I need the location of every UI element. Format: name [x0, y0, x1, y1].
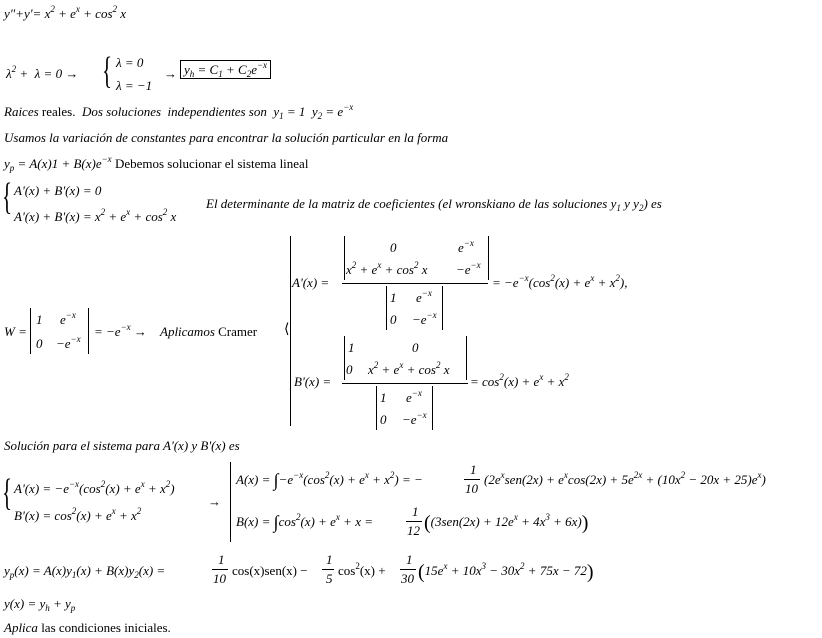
- A-num-12: $e^{-x}$: [458, 238, 474, 255]
- A-den-22: $-e^{-x}$: [412, 310, 437, 327]
- A-prime-solution: $A'(x) = -e^{-x}(\cos^2(x) + e^x + x^2)$: [14, 479, 175, 496]
- B-frac-den: 12: [407, 523, 420, 538]
- yp-frac1-den: 10: [213, 571, 226, 586]
- particular-form: $y_p = A(x)1 + B(x)e^{-x}$ Debemos solucionar el sistema lineal: [4, 154, 309, 173]
- w-m22: $-e^{-x}$: [56, 334, 81, 351]
- system-eq-2: $A'(x) + B'(x) = x^2 + e^x + \cos^2 x$: [14, 207, 177, 224]
- A-frac-den: 10: [465, 481, 478, 496]
- B-den-bar-right: [432, 386, 433, 430]
- initial-conditions-text: Aplica las condiciones iniciales.: [4, 620, 171, 635]
- B-prime-result: = $\cos^2(x) + e^x + x^2$: [470, 372, 569, 389]
- arrow-1: →: [164, 66, 177, 81]
- cramer-brace: [290, 236, 291, 426]
- debemos-text: Debemos solucionar el sistema lineal: [114, 156, 309, 171]
- root-1: λ = 0: [116, 55, 144, 70]
- A-den-bar-left: [386, 286, 387, 330]
- A-den-11: 1: [390, 290, 397, 305]
- B-prime-solution: $B'(x) = \cos^2(x) + e^x + x^2$: [14, 506, 142, 523]
- B-prime-label: B'(x) =: [294, 374, 332, 389]
- A-num-11: 0: [390, 240, 397, 255]
- B-num-bar-right: [466, 336, 467, 380]
- yp-mid1: cos(x)sen(x) −: [232, 563, 308, 578]
- w-m12: $e^{-x}$: [60, 310, 76, 327]
- w-bar-right: [88, 308, 89, 354]
- ode-equation: y"+y'= $x^2 + e^x + \cos^2 x$: [4, 4, 127, 21]
- homogeneous-solution-box: $y_h = C_1 + C_2e^{-x}$: [180, 62, 271, 78]
- yp-frac1-bar: [212, 569, 228, 570]
- arrow-2: →: [208, 494, 221, 509]
- A-frac-bar: [464, 479, 480, 480]
- B-num-11: 1: [348, 340, 355, 355]
- root-2: λ = −1: [116, 78, 153, 93]
- yp-mid2: $\cos^2(x)$ +: [338, 561, 386, 578]
- A-integral: $A(x) = \int-e^{-x}(\cos^2(x) + e^x + x^2)$ = −: [236, 470, 423, 490]
- A-prime-result: = $-e^{-x}(\cos^2(x) + e^x + x^2)$,: [492, 273, 628, 290]
- yp-end: $(15e^x + 10x^3 - 30x^2 + 75x - 72)$: [418, 561, 594, 583]
- A-num-21: $x^2 + e^x + \cos^2 x$: [346, 260, 428, 277]
- A-num-22: $-e^{-x}$: [456, 260, 481, 277]
- B-num-21: 0: [346, 362, 353, 377]
- A-num-bar-left: [344, 236, 345, 280]
- B-frac-num: 1: [412, 504, 419, 519]
- system-brace: {: [2, 176, 13, 218]
- w-m11: 1: [36, 312, 43, 327]
- solution-brace: {: [2, 472, 13, 514]
- A-den-bar-right: [442, 286, 443, 330]
- determinant-text: El determinante de la matriz de coeficientes (el wronskiano de las soluciones $y_1$ y $y_2$) es: [206, 196, 662, 213]
- w-m21: 0: [36, 336, 43, 351]
- yp-frac3-bar: [400, 569, 416, 570]
- B-integral-result: $((3sen(2x) + 12e^x + 4x^3 + 6x))$: [424, 512, 589, 534]
- A-prime-label: A'(x) =: [292, 275, 330, 290]
- B-num-bar-left: [344, 336, 345, 380]
- wronskian-label: W =: [4, 324, 27, 339]
- general-solution: $y(x) = y_h + y_p$: [4, 596, 76, 613]
- variation-text: Usamos la variación de constantes para encontrar la solución particular en la forma: [4, 130, 449, 145]
- B-num-22: $x^2 + e^x + \cos^2 x$: [368, 360, 450, 377]
- system-eq-1: A'(x) + B'(x) = 0: [14, 183, 102, 198]
- B-num-12: 0: [412, 340, 419, 355]
- yp-frac2-den: 5: [326, 571, 333, 586]
- real-roots-text: Raices reales. Dos soluciones independientes son $y_1 = 1$ $y_2 = e^{-x}$: [4, 102, 354, 121]
- wronskian-result: = $-e^{-x}$ →: [94, 322, 147, 339]
- cramer-brace-tip: ⟨: [284, 322, 290, 337]
- B-frac-bar: [406, 521, 422, 522]
- solution-system-text: Solución para el sistema para A'(x) y B'(x) es: [4, 438, 240, 453]
- B-den-22: $-e^{-x}$: [402, 410, 427, 427]
- B-den-12: $e^{-x}$: [406, 388, 422, 405]
- A-den-12: $e^{-x}$: [416, 288, 432, 305]
- yp-frac2-bar: [322, 569, 334, 570]
- A-den-21: 0: [390, 312, 397, 327]
- B-den-11: 1: [380, 390, 387, 405]
- roots-brace: {: [102, 50, 113, 92]
- B-integral: $B(x) = \int\cos^2(x) + e^x + x$ =: [236, 512, 373, 532]
- B-fraction-bar: [342, 383, 468, 384]
- integrals-brace: [230, 462, 231, 542]
- yp-frac1-num: 1: [218, 552, 225, 567]
- yp-frac3-den: 30: [401, 571, 414, 586]
- aplicamos-text: Aplicamos Cramer: [160, 324, 258, 339]
- yp-frac2-num: 1: [326, 552, 333, 567]
- B-den-21: 0: [380, 412, 387, 427]
- w-bar-left: [30, 308, 31, 354]
- A-fraction-bar: [342, 283, 488, 284]
- A-num-bar-right: [488, 236, 489, 280]
- A-frac-num: 1: [470, 462, 477, 477]
- yp-frac3-num: 1: [406, 552, 413, 567]
- yp-final-left: $y_p(x) = A(x)y_1(x) + B(x)y_2(x)$ =: [4, 563, 166, 580]
- characteristic-equation: $\lambda^2 + \lambda = 0$ →: [6, 64, 79, 81]
- A-integral-result: $(2e^xsen(2x) + e^x\cos(2x) + 5e^{2x} + (10x^2 - 20x + 25)e^x)$: [484, 470, 766, 487]
- B-den-bar-left: [376, 386, 377, 430]
